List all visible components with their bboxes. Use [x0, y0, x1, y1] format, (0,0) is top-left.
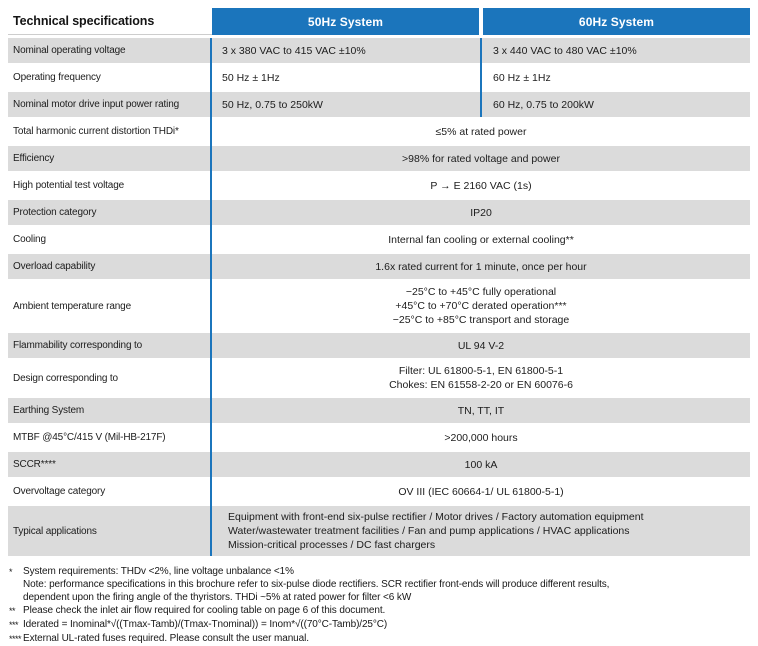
row-label: Cooling: [8, 227, 210, 252]
footnote: [8, 604, 750, 618]
row-value-50hz: 3 x 380 VAC to 415 VAC ±10%: [212, 38, 479, 63]
row-value: [212, 398, 750, 423]
row-value-line: IP20: [470, 206, 492, 219]
footnote: [8, 632, 750, 646]
table-row: [8, 360, 750, 396]
row-label: Efficiency: [8, 146, 210, 171]
row-value: [212, 333, 750, 358]
table-row: [8, 92, 750, 117]
footnote-text: [23, 604, 750, 618]
footnote-marker: *: [9, 567, 13, 577]
table-row: [8, 506, 750, 556]
row-value: [212, 281, 750, 331]
row-value: [212, 360, 750, 396]
footnote-marker: **: [9, 606, 16, 616]
table-row: [8, 200, 750, 225]
row-value-line: Filter: UL 61800-5-1, EN 61800-5-1: [398, 365, 564, 377]
row-label: Earthing System: [8, 398, 210, 423]
row-value: [212, 425, 750, 450]
table-title: Technical specifications: [8, 8, 212, 35]
footnote: [8, 618, 750, 632]
row-value-line: −25°C to +85°C transport and storage: [392, 314, 570, 326]
row-value-line: Water/wastewater treatment facilities / Fan and pump applications / HVAC applications: [228, 525, 630, 537]
footnote-line: External UL-rated fuses required. Please consult the user manual.: [23, 633, 309, 644]
row-value-60hz: 60 Hz, 0.75 to 200kW: [483, 92, 750, 117]
row-label: Typical applications: [8, 506, 210, 556]
row-value-60hz: 3 x 440 VAC to 480 VAC ±10%: [483, 38, 750, 63]
column-header-50hz: 50Hz System: [212, 8, 479, 35]
row-value: [212, 254, 750, 279]
row-value-line: 100 kA: [464, 458, 498, 471]
table-header-row: [8, 8, 750, 35]
row-label: Overvoltage category: [8, 479, 210, 504]
row-label: SCCR****: [8, 452, 210, 477]
row-value-line: OV III (IEC 60664-1/ UL 61800-5-1): [398, 485, 564, 498]
mid-divider-line: [480, 38, 482, 117]
spec-table: [8, 8, 750, 556]
row-label: High potential test voltage: [8, 173, 210, 198]
footnotes-section: [8, 565, 750, 646]
row-value: [212, 479, 750, 504]
row-value-line: Equipment with front-end six-pulse rectifier / Motor drives / Factory automation equipment: [228, 511, 644, 523]
row-value-line: +45°C to +70°C derated operation***: [395, 300, 567, 312]
table-row: [8, 65, 750, 90]
table-row: [8, 119, 750, 144]
table-row: [8, 333, 750, 358]
table-row: [8, 254, 750, 279]
row-label: MTBF @45°C/415 V (Mil-HB-217F): [8, 425, 210, 450]
footnote-text: [23, 632, 750, 646]
footnote-line: dependent upon the firing angle of the thyristors. THDi ~5% at rated power for filter <6 kW: [23, 592, 412, 603]
table-row: [8, 173, 750, 198]
row-value: [212, 200, 750, 225]
footnote-marker: ****: [9, 634, 22, 644]
table-row: [8, 227, 750, 252]
table-row: [8, 479, 750, 504]
footnote-line: Iderated = Inominal*√((Tmax-Tamb)/(Tmax-Tnominal)) = Inom*√((70°C-Tamb)/25°C): [23, 619, 388, 630]
footnote-line: System requirements: THDv <2%, line voltage unbalance <1%: [23, 566, 294, 577]
spec-table-body: [8, 38, 750, 556]
row-value-line: Chokes: EN 61558-2-20 or EN 60076-6: [389, 379, 573, 391]
table-row: [8, 398, 750, 423]
row-value-50hz: 50 Hz ± 1Hz: [212, 65, 479, 90]
row-value: [212, 146, 750, 171]
row-value-line: −25°C to +45°C fully operational: [405, 286, 557, 298]
row-value: [212, 227, 750, 252]
row-value-line: UL 94 V-2: [457, 339, 505, 352]
column-header-60hz: 60Hz System: [483, 8, 750, 35]
row-value: [212, 506, 750, 556]
row-label: Nominal motor drive input power rating: [8, 92, 210, 117]
row-value-line: Mission-critical processes / DC fast chargers: [228, 539, 436, 551]
row-value-line: ≤5% at rated power: [435, 125, 527, 138]
row-label: Ambient temperature range: [8, 281, 210, 331]
row-value-60hz: 60 Hz ± 1Hz: [483, 65, 750, 90]
table-row: [8, 146, 750, 171]
row-value-50hz: 50 Hz, 0.75 to 250kW: [212, 92, 479, 117]
table-row: [8, 281, 750, 331]
row-value: [212, 452, 750, 477]
footnote-line: Please check the inlet air flow required for cooling table on page 6 of this document.: [23, 605, 386, 616]
footnote-marker: ***: [9, 620, 19, 630]
row-label: Design corresponding to: [8, 360, 210, 396]
row-label: Overload capability: [8, 254, 210, 279]
row-label: Flammability corresponding to: [8, 333, 210, 358]
table-row: [8, 38, 750, 63]
row-label: Total harmonic current distortion THDi*: [8, 119, 210, 144]
row-value-line: >200,000 hours: [444, 431, 518, 444]
row-value-line: 1.6x rated current for 1 minute, once per hour: [375, 260, 587, 273]
row-label: Nominal operating voltage: [8, 38, 210, 63]
row-value: [212, 173, 750, 198]
row-label: Protection category: [8, 200, 210, 225]
left-divider-line: [210, 38, 212, 556]
row-value-line: Internal fan cooling or external cooling**: [388, 233, 574, 246]
footnote: [8, 565, 750, 604]
footnote-line: Note: performance specifications in this brochure refer to six-pulse diode rectifiers. SCR rectifier front-ends will produce different results,: [23, 579, 610, 590]
table-row: [8, 452, 750, 477]
footnote-text: [23, 565, 750, 604]
row-value: [212, 119, 750, 144]
row-value-line: P → E 2160 VAC (1s): [430, 179, 532, 192]
row-value-line: TN, TT, IT: [457, 404, 505, 417]
footnote-text: [23, 618, 750, 632]
table-row: [8, 425, 750, 450]
row-label: Operating frequency: [8, 65, 210, 90]
row-value-line: >98% for rated voltage and power: [402, 152, 560, 165]
